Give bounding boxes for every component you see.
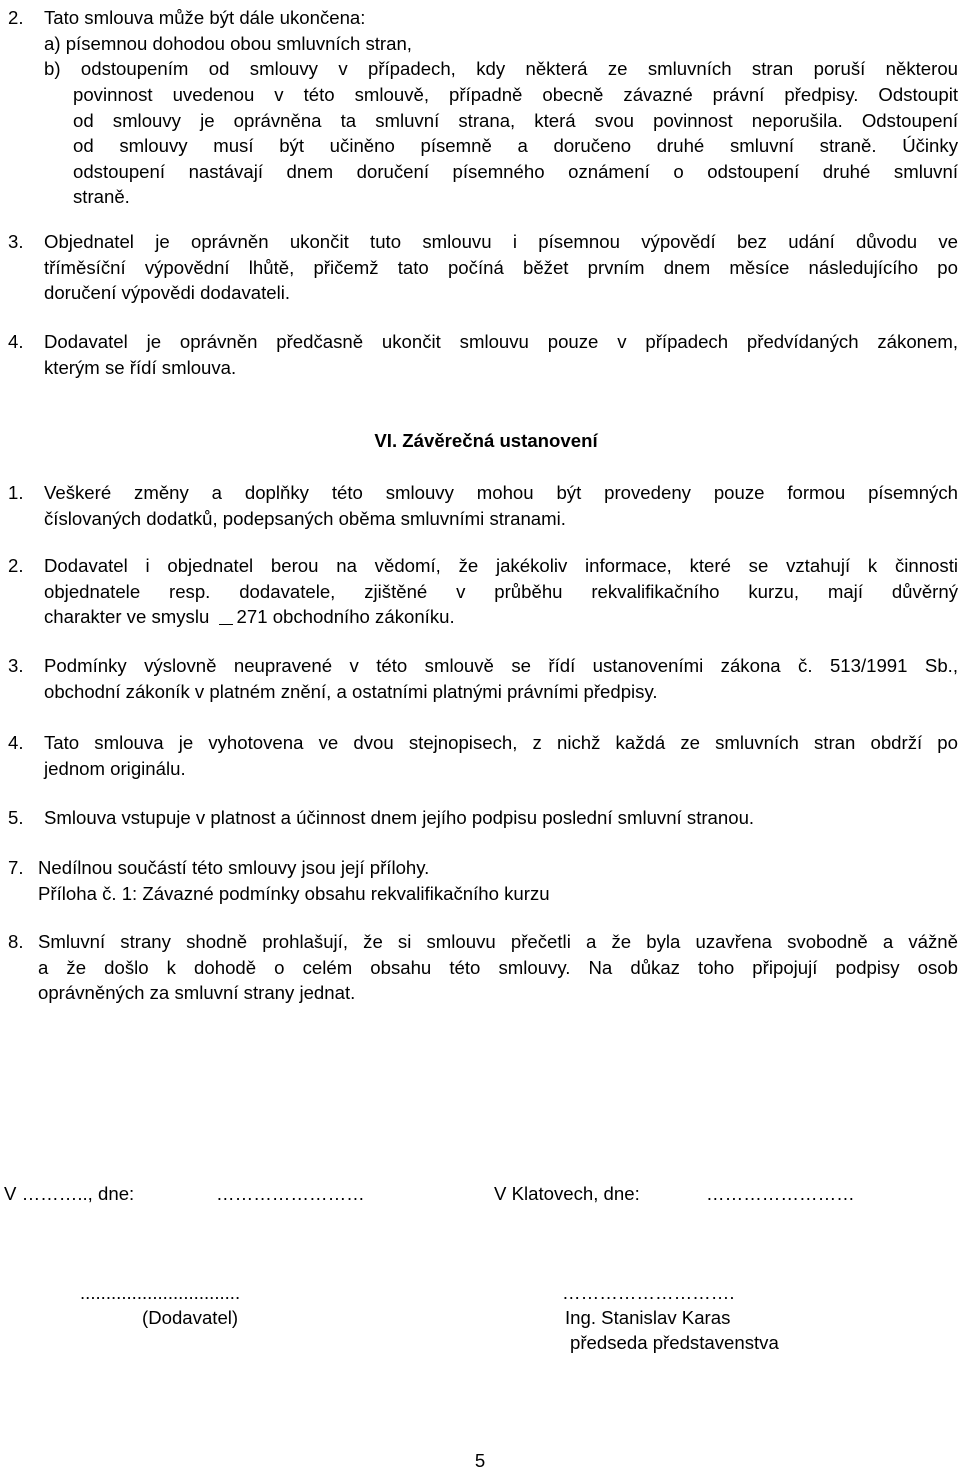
clause-text: Smlouva vstupuje v platnost a účinnost dnem jejího podpisu poslední smluvní stranou. xyxy=(44,807,755,828)
clause-text: 271 obchodního zákoníku. xyxy=(236,606,455,627)
clause-text: charakter ve smyslu xyxy=(44,606,210,627)
clause-text: od smlouvy je oprávněna ta smluvní strana, která svou povinnost neporušila. Odstoupení xyxy=(73,109,958,131)
clause-text: Tato smlouva je vyhotovena ve dvou stejnopisech, z nichž každá ze smluvních stran obdrží po xyxy=(44,732,958,753)
page-number: 5 xyxy=(474,1450,486,1471)
clause-text: objednatele resp. dodavatele, zjištěné v průběhu rekvalifikačního kurzu, mají důvěrný xyxy=(44,580,958,602)
clause-text: Veškeré změny a doplňky této smlouvy mohou být provedeny pouze formou písemných xyxy=(44,482,958,503)
clause-number: 3. xyxy=(8,655,24,676)
clause-text: Podmínky výslovně neupravené v této smlouvě se řídí ustanoveními zákona č. 513/1991 Sb., xyxy=(44,655,958,676)
clause-text: Objednatel je oprávněn ukončit tuto smlouvu i písemnou výpovědí bez udání důvodu ve xyxy=(44,231,958,252)
signature-label-left: (Dodavatel) xyxy=(142,1307,239,1328)
clause-text: Nedílnou součástí této smlouvy jsou její přílohy. xyxy=(38,857,430,878)
date-blank-left: …………………… xyxy=(216,1183,365,1204)
clause-text: Dodavatel i objednatel berou na vědomí, že jakékoliv informace, které se vztahují k činnosti xyxy=(44,555,958,576)
clause-text: Tato smlouva může být dále ukončena: xyxy=(44,7,366,28)
clause-text: a že došlo k dohodě o celém obsahu této smlouvy. Na důkaz toho připojují podpisy osob xyxy=(38,956,958,978)
clause-text: kterým se řídí smlouva. xyxy=(44,356,237,378)
signature-line-right: ………………………. xyxy=(562,1282,735,1303)
clause-number: 4. xyxy=(8,331,24,352)
clause-number: 4. xyxy=(8,732,24,753)
clause-text: Dodavatel je oprávněn předčasně ukončit smlouvu pouze v případech předvídaných zákonem, xyxy=(44,331,958,352)
signatory-name: Ing. Stanislav Karas xyxy=(565,1307,731,1328)
clause-number: 1. xyxy=(8,482,24,503)
clause-text: číslovaných dodatků, podepsaných oběma smluvními stranami. xyxy=(44,507,566,529)
clause-text: oprávněných za smluvní strany jednat. xyxy=(38,982,356,1003)
clause-text: povinnost uvedenou v této smlouvě, případně obecně závazné právní předpisy. Odstoupit xyxy=(73,84,958,105)
date-blank-right: …………………… xyxy=(706,1183,855,1204)
clause-text: straně. xyxy=(73,186,130,207)
clause-text: tříměsíční výpovědní lhůtě, přičemž tato počíná běžet prvním dnem měsíce následujícího po xyxy=(44,256,958,278)
clause-text: b) odstoupením od smlouvy v případech, kdy některá ze smluvních stran poruší některou xyxy=(44,58,958,79)
clause-text: a) písemnou dohodou obou smluvních stran, xyxy=(44,32,412,54)
clause-text: od smlouvy musí být učiněno písemně a doručeno druhé smluvní straně. Účinky xyxy=(73,135,958,156)
clause-number: 2. xyxy=(8,7,24,28)
attachment-line: Příloha č. 1: Závazné podmínky obsahu rekvalifikačního kurzu xyxy=(38,882,550,904)
section-mark-blank xyxy=(219,610,233,625)
clause-number: 2. xyxy=(8,555,24,576)
section-heading: VI. Závěrečná ustanovení xyxy=(374,430,598,451)
clause-number: 8. xyxy=(8,931,24,952)
clause-number: 5. xyxy=(8,807,24,828)
clause-text: Smluvní strany shodně prohlašují, že si smlouvu přečetli a že byla uzavřena svobodně a vážně xyxy=(38,931,958,952)
clause-text: jednom originálu. xyxy=(44,757,186,779)
clause-text: doručení výpovědi dodavateli. xyxy=(44,282,291,303)
clause-text: odstoupení nastávají dnem doručení písemného oznámení o odstoupení druhé smluvní xyxy=(73,160,958,182)
signature-line-left: ............................... xyxy=(80,1282,241,1303)
clause-number: 3. xyxy=(8,231,24,252)
clause-text: obchodní zákoník v platném znění, a ostatními platnými právními předpisy. xyxy=(44,680,658,702)
signatory-role: předseda představenstva xyxy=(570,1332,779,1353)
clause-number: 7. xyxy=(8,857,24,878)
place-date-right: V Klatovech, dne: xyxy=(494,1183,640,1204)
place-date-left: V ……….., dne: xyxy=(4,1183,135,1204)
